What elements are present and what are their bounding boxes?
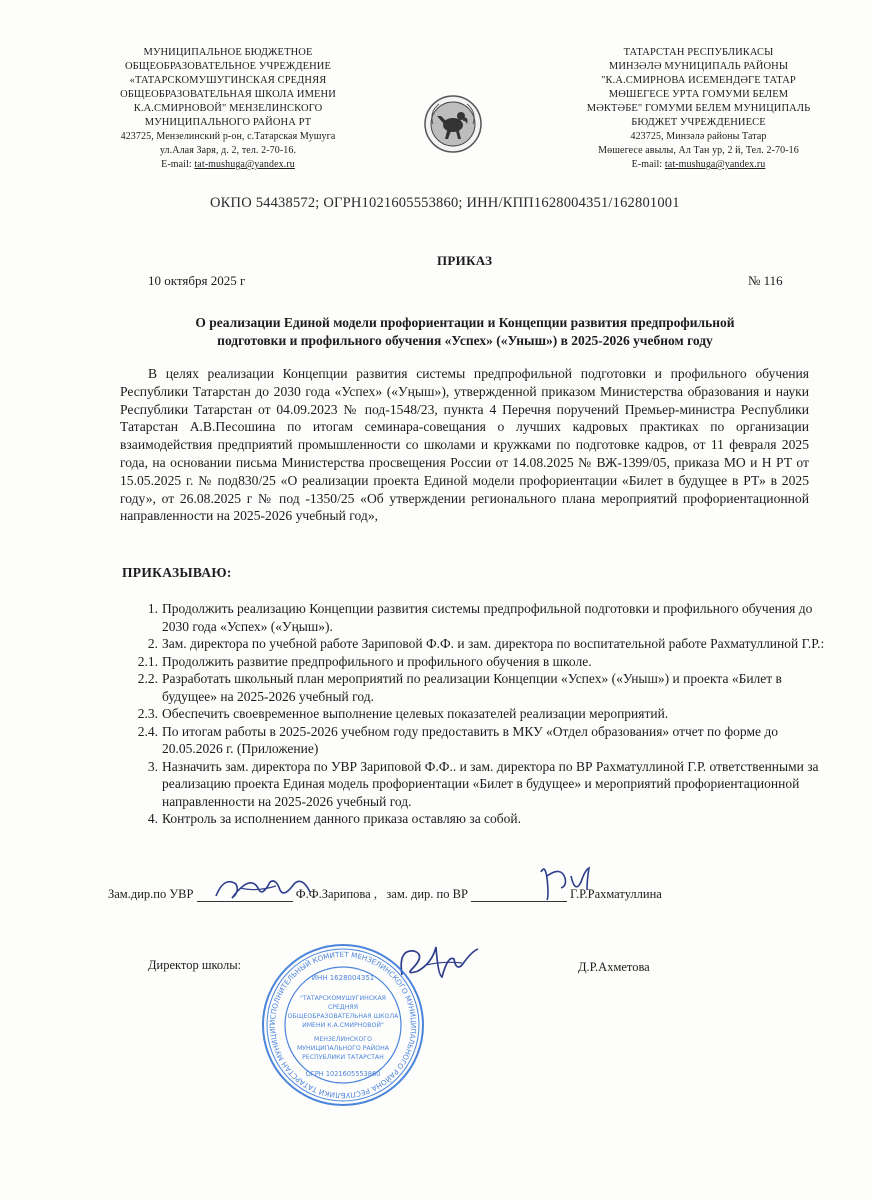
stamp-center-line: СРЕДНЯЯ: [327, 1004, 359, 1011]
document-date: 10 октября 2025 г: [148, 273, 246, 288]
stamp-center-line: РЕСПУБЛИКИ ТАТАРСТАН: [302, 1054, 384, 1061]
item-text: Контроль за исполнением данного приказа оставляю за собой.: [162, 811, 522, 826]
header-left-line: ОБЩЕОБРАЗОВАТЕЛЬНОЕ УЧРЕЖДЕНИЕ: [124, 61, 331, 72]
director-name: Д.Р.Ахметова: [578, 960, 650, 974]
document-subject: [100, 314, 830, 350]
preamble-paragraph: В целях реализации Концепции развития системы предпрофильной подготовки и профильного обучения Республики Татарстан до 2030 года «Успех» («Уңыш»), утвержденной приказом Министерства образования и науки Республики Татарстан от 04.09.2023 № под-1548/23, пункта 4 Перечня поручений Премьер-министра Республики Татарстан А.В.Песошина по итогам семинара-совещания о лучших кадровых практиках по организации взаимодействия предприятий промышленности со школами и кружками по подготовке кадров, от 11 февраля 2025 года, на основании письма Министерства просвещения России от 14.08.2025 № ВЖ-1399/05, приказа МО и Н РТ от 15.05.2025 г. № под830/25 «О реализации проекта Единой модели профориентации «Билет в будущее в РТ» в 2025 году», от 26.08.2025 г № под -1350/25 «Об утверждении регионального плана мероприятий профориентационной направленности на 2025-2026 учебный год»,: [120, 366, 809, 524]
header-right-address: Мөшегесе авылы, Ал Тан ур, 2 й, Тел. 2-70-16: [598, 145, 799, 156]
vr-handwritten-signature: [535, 860, 605, 910]
item-number: 2.: [147, 636, 158, 651]
email-label: E-mail:: [161, 159, 195, 170]
document-title: ПРИКАЗ: [437, 253, 493, 268]
header-left: [78, 46, 378, 172]
email-label: E-mail:: [631, 159, 665, 170]
list-item: [122, 600, 830, 635]
order-items-list: [122, 600, 830, 828]
header-left-line: «ТАТАРСКОМУШУГИНСКАЯ СРЕДНЯЯ: [129, 75, 327, 86]
header-left-line: МУНИЦИПАЛЬНОЕ БЮДЖЕТНОЕ: [143, 47, 313, 58]
item-text: Зам. директора по учебной работе Зариповой Ф.Ф. и зам. директора по воспитательной работе Рахматуллиной Г.Р.:: [162, 636, 825, 651]
stamp-inn: ИНН 1628004351: [311, 974, 375, 982]
header-left-email: [78, 158, 378, 172]
item-number: 2.4.: [137, 723, 158, 739]
header-left-line: МУНИЦИПАЛЬНОГО РАЙОНА РТ: [144, 117, 312, 128]
header-left-line: К.А.СМИРНОВОЙ" МЕНЗЕЛИНСКОГО: [133, 103, 323, 114]
header-right-line: МӨШЕГЕСЕ УРТА ГОМУМИ БЕЛЕМ: [608, 89, 789, 100]
list-item: [122, 653, 830, 671]
item-text: Продолжить развитие предпрофильного и профильного обучения в школе.: [162, 653, 592, 669]
uvr-handwritten-signature: [210, 868, 320, 915]
item-number: 2.3.: [137, 706, 158, 721]
stamp-center-line: МУНИЦИПАЛЬНОГО РАЙОНА: [296, 1045, 390, 1052]
item-number: 4.: [147, 811, 158, 826]
uvr-name: Ф.Ф.Зарипова ,: [295, 887, 377, 901]
stamp-ogrn: ОГРН 1021605553860: [305, 1070, 381, 1078]
header-right: [556, 46, 841, 172]
list-item: [122, 810, 830, 828]
list-item: [122, 635, 830, 653]
stamp-outer-ring-text: ИСПОЛНИТЕЛЬНЫЙ КОМИТЕТ МЕНЗЕЛИНСКОГО МУНИЦИПАЛЬНОГО РАЙОНА РЕСПУБЛИКИ ТАТАРСТАН МУНИЦИП: [267, 949, 419, 1101]
header-right-line: МИНЗӘЛӘ МУНИЦИПАЛЬ РАЙОНЫ: [608, 61, 789, 72]
subject-line: О реализации Единой модели профориентации и Концепции развития предпрофильной: [195, 315, 735, 330]
header-right-line: "К.А.СМИРНОВА ИСЕМЕНДӘГЕ ТАТАР: [601, 75, 796, 86]
subject-line: подготовки и профильного обучения «Успех» («Уныш») в 2025-2026 учебном году: [217, 333, 713, 348]
header-right-email: [556, 158, 841, 172]
item-text: Разработать школьный план мероприятий по реализации Концепции «Успех» («Уныш») и проекта «Билет в будущее» на 2025-2026 учебный год.: [162, 671, 782, 704]
header-right-line: БЮДЖЕТ УЧРЕЖДЕНИЕСЕ: [631, 117, 766, 128]
header-right-line: ТАТАРСТАН РЕСПУБЛИКАСЫ: [623, 47, 774, 58]
registration-codes: ОКПО 54438572; ОГРН1021605553860; ИНН/КПП1628004351/162801001: [210, 195, 680, 211]
header-left-address: 423725, Мензелинский р-он, с.Татарская Мушуга: [120, 131, 336, 142]
document-number: № 116: [748, 273, 783, 288]
stamp-center-line: ОБЩЕОБРАЗОВАТЕЛЬНАЯ ШКОЛА: [287, 1013, 399, 1020]
item-number: 2.2.: [137, 671, 158, 686]
email-link[interactable]: tat-mushuga@yandex.ru: [194, 159, 295, 170]
list-item: [122, 723, 830, 758]
official-stamp: [258, 940, 428, 1110]
header-right-address: 423725, Минзәлә районы Татар: [630, 131, 767, 142]
director-label: Директор школы:: [148, 958, 242, 972]
item-text: По итогам работы в 2025-2026 учебном году предоставить в МКУ «Отдел образования» отчет по форме до 20.05.2026 г. (Приложение): [162, 723, 778, 756]
item-number: 2.1.: [137, 653, 158, 669]
uvr-label: Зам.дир.по УВР: [108, 887, 194, 901]
list-item: [122, 670, 830, 705]
stamp-center-line: МЕНЗЕЛИНСКОГО: [314, 1036, 372, 1043]
item-number: 1.: [147, 601, 158, 616]
header-right-line: МӘКТӘБЕ" ГОМУМИ БЕЛЕМ МУНИЦИПАЛЬ: [586, 103, 811, 114]
item-number: 3.: [147, 758, 158, 774]
email-link[interactable]: tat-mushuga@yandex.ru: [664, 159, 766, 170]
item-text: Обеспечить своевременное выполнение целевых показателей реализации мероприятий.: [162, 706, 669, 721]
header-left-line: ОБЩЕОБРАЗОВАТЕЛЬНАЯ ШКОЛА ИМЕНИ: [120, 89, 336, 100]
vr-name: Г.Р.Рахматуллина: [570, 887, 662, 901]
list-item: [122, 758, 830, 811]
item-text: Назначить зам. директора по УВР Зариповой Ф.Ф.. и зам. директора по ВР Рахматуллиной Г.Р. ответственными за реализацию проекта Единая модель профориентации «Билет в будущее» и мероприятий профориентационной направленности на 2025-2026 учебный год.: [162, 758, 819, 809]
header-left-address: ул.Алая Заря, д. 2, тел. 2-70-16.: [159, 145, 297, 156]
tatarstan-emblem-icon: [423, 94, 483, 154]
vr-label: зам. дир. по ВР: [386, 887, 468, 901]
stamp-center-line: ИМЕНИ К.А.СМИРНОВОЙ": [302, 1022, 384, 1029]
order-heading: ПРИКАЗЫВАЮ:: [122, 565, 232, 580]
list-item: [122, 705, 830, 723]
stamp-center-line: "ТАТАРСКОМУШУГИНСКАЯ: [300, 995, 386, 1002]
item-text: Продолжить реализацию Концепции развития системы предпрофильной подготовки и профильного обучения до 2030 года «Успех» («Уңыш»).: [162, 601, 813, 634]
